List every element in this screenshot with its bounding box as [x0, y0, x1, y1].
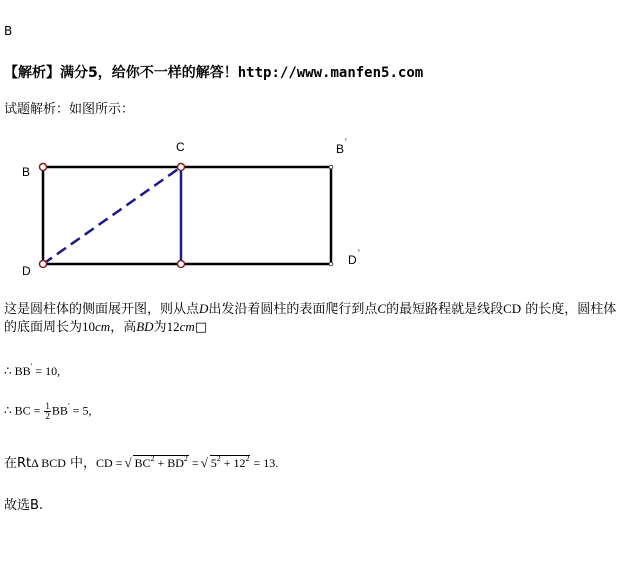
explanation-text: 为 [153, 320, 167, 335]
radicand-term: BC [134, 456, 151, 470]
header-label: 【解析】满分5，给你不一样的解答！ [4, 65, 238, 81]
equation-bb-prime [4, 364, 60, 379]
radicand-term: 5 [210, 456, 217, 470]
exponent: 2 [245, 454, 250, 463]
explanation-text: ，高 [110, 320, 137, 335]
segment-name: CD [503, 301, 522, 316]
eq3-mid: 中， [65, 456, 97, 471]
eq2-lhs: ∴ BC = [4, 403, 44, 418]
point-b-prime [329, 165, 333, 169]
sqrt-sum-squares [125, 456, 188, 471]
sqrt-numeric [202, 456, 251, 471]
rectangle-frame [43, 167, 331, 264]
prime-mark: ′ [30, 362, 33, 371]
label-b-prime-mark: ' [345, 137, 347, 147]
unit-cm: cm [95, 319, 111, 334]
header-url[interactable]: http://www.manfen5.com [237, 65, 424, 81]
eq1-rhs: = 10, [32, 364, 61, 378]
exponent: 2 [216, 454, 221, 463]
point-b [40, 164, 47, 171]
point-d-prime [329, 262, 333, 266]
fraction-denominator: 2 [45, 411, 50, 421]
explanation-text: 的长度，圆柱体的底面周长为 [4, 302, 617, 335]
point-c [178, 164, 185, 171]
eq3-cd: CD = [96, 456, 126, 470]
exponent: 2 [183, 454, 188, 463]
label-b: B [22, 165, 31, 179]
equals-sign: = [188, 456, 202, 470]
explanation-text: 这是圆柱体的侧面展开图，则从点 [4, 302, 200, 317]
circumference-value: 10 [82, 319, 96, 334]
eq3-result: = 13. [250, 456, 279, 470]
var-c: C [377, 301, 387, 316]
point-bottom-middle [178, 261, 185, 268]
equation-bc [4, 402, 91, 421]
var-bd: BD [136, 319, 154, 334]
fraction-numerator: 1 [45, 401, 50, 411]
explanation-end: □ [194, 320, 208, 335]
label-c: C [176, 140, 185, 154]
eq1-lhs: ∴ BB [4, 364, 31, 378]
eq3-prefix: 在Rt [4, 456, 32, 471]
explanation-text: 出发沿着圆柱的表面爬行到点 [208, 302, 378, 317]
label-d: D [22, 264, 31, 278]
label-d-prime: D [348, 253, 357, 267]
unit-cm: cm [179, 319, 195, 334]
eq2-mid: BB [51, 403, 68, 418]
eq3-formula [96, 456, 278, 470]
point-d [40, 261, 47, 268]
radicand-term: + BD [154, 456, 184, 470]
height-value: 12 [166, 319, 180, 334]
prime-mark: ′ [67, 401, 70, 411]
exponent: 2 [150, 454, 155, 463]
radicand-term: + 12 [220, 456, 246, 470]
answer-letter: B [4, 24, 13, 38]
segment-cd-dashed [43, 167, 181, 264]
var-d: D [199, 301, 209, 316]
equation-cd [4, 452, 278, 471]
label-d-prime-mark: ' [358, 248, 360, 258]
solution-intro: 试题解析：如图所示： [4, 102, 135, 117]
label-b-prime: B [336, 142, 345, 156]
eq2-rhs: = 5, [69, 403, 92, 418]
explanation-paragraph [4, 300, 628, 336]
explanation-text: 的最短路程就是线段 [386, 302, 504, 317]
conclusion: 故选B. [4, 498, 44, 513]
triangle-name: Δ BCD [31, 456, 66, 470]
fraction-one-half [44, 402, 51, 421]
